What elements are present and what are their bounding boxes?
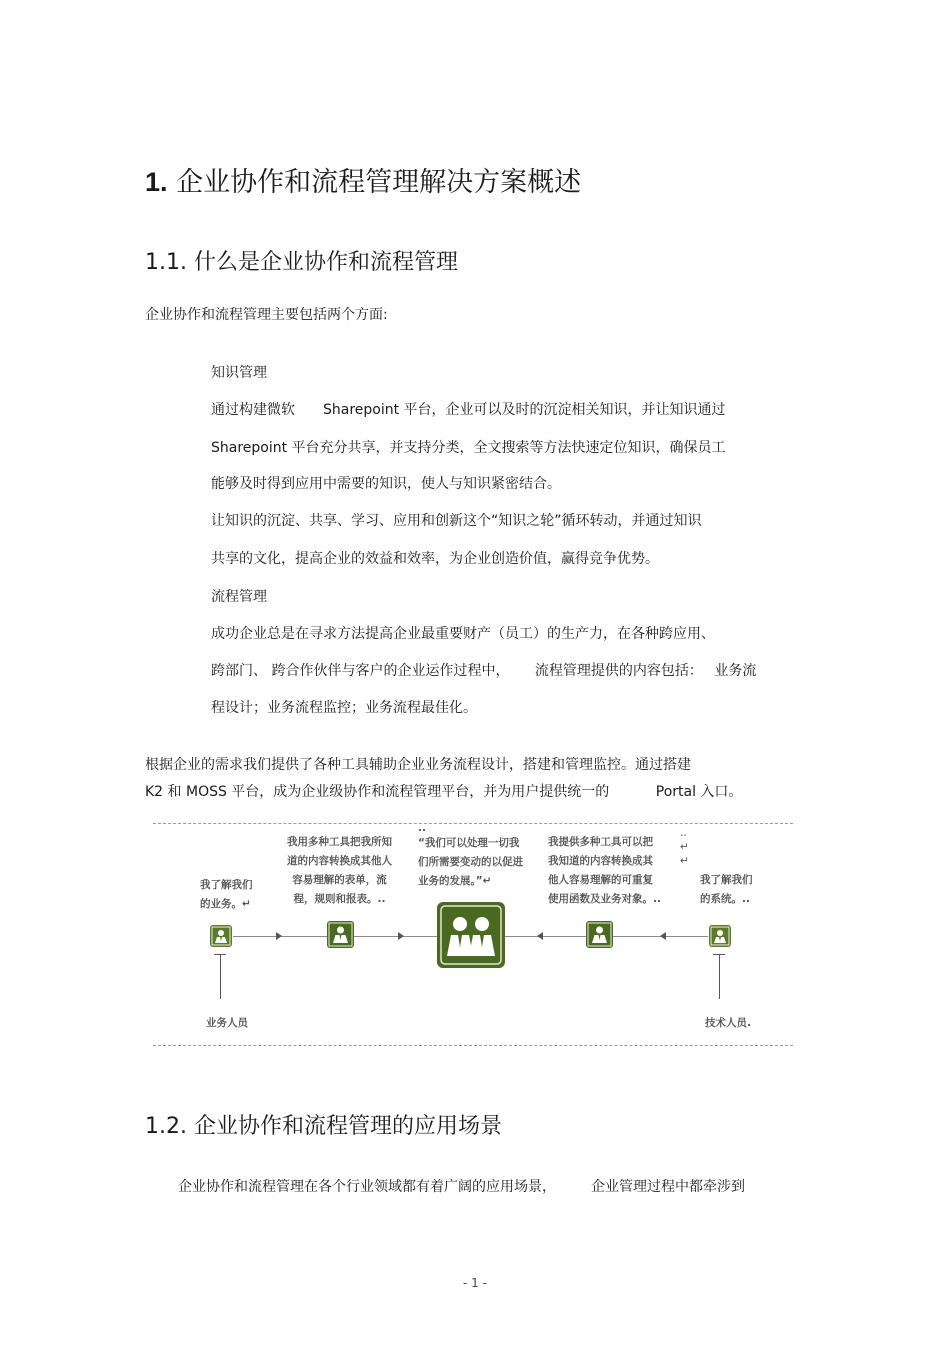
left-stand-line xyxy=(220,954,221,999)
people-icon xyxy=(586,921,613,948)
left-user-text: 我了解我们 的业务。↵ xyxy=(200,879,253,910)
section-1-2-line: 企业协作和流程管理在各个行业领域都有着广阔的应用场景， 企业管理过程中都牵涉到 xyxy=(178,1179,745,1195)
pm-line-1: 成功企业总是在寻求方法提高企业最重要财产（员工）的生产力，在各种跨应用、 xyxy=(211,626,715,642)
km-title: 知识管理 xyxy=(211,365,267,381)
left-role-label: 业务人员 xyxy=(206,1017,248,1029)
arrow-left-1 xyxy=(537,932,543,940)
left-tool-text: 我用多种工具把我所知 道的内容转换成其他人 容易理解的表单，流 程，规则和报表。.. xyxy=(287,836,392,905)
right-tool-text: 我提供多种工具可以把 我知道的内容转换成其 他人容易理解的可重复 使用函数及业务对象。.. xyxy=(548,836,661,905)
right-marks: .. ↵ ↵ xyxy=(680,827,689,867)
pm-line-3: 程设计；业务流程监控；业务流程最佳化。 xyxy=(211,700,477,716)
summary-line-2: K2 和 MOSS 平台，成为企业级协作和流程管理平台，并为用户提供统一的 Portal 入口。 xyxy=(145,784,743,800)
pm-title: 流程管理 xyxy=(211,589,267,605)
person-icon xyxy=(709,925,731,947)
section-intro: 企业协作和流程管理主要包括两个方面: xyxy=(145,307,388,323)
people-icon xyxy=(327,921,354,948)
chapter-title: 企业协作和流程管理解决方案概述 xyxy=(176,167,582,198)
km-line-5: 共享的文化，提高企业的效益和效率，为企业创造价值，赢得竞争优势。 xyxy=(211,551,659,567)
right-user-text: 我了解我们 的系统。.. xyxy=(700,874,753,905)
section-1-1-title: 1.1. 什么是企业协作和流程管理 xyxy=(145,250,458,275)
section-1-2-title: 1.2. 企业协作和流程管理的应用场景 xyxy=(145,1114,502,1139)
person-icon xyxy=(210,925,232,947)
right-role-label: 技术人员. xyxy=(705,1017,751,1029)
chapter-number: 1. xyxy=(145,167,168,197)
km-line-1: 通过构建微软 Sharepoint 平台，企业可以及时的沉淀相关知识，并让知识通过 xyxy=(211,402,726,418)
pm-line-2: 跨部门、 跨合作伙伴与客户的企业运作过程中， 流程管理提供的内容包括： 业务流 xyxy=(211,663,757,679)
arrow-right-1 xyxy=(276,932,282,940)
center-text: .. “我们可以处理一切我 们所需要变动的以促进 业务的发展。”↵ xyxy=(418,822,523,887)
arrow-left-2 xyxy=(660,932,666,940)
arrow-right-2 xyxy=(398,932,404,940)
km-line-2: Sharepoint 平台充分共享，并支持分类，全文搜索等方法快速定位知识，确保员工 xyxy=(211,440,726,456)
summary-line-1: 根据企业的需求我们提供了各种工具辅助企业业务流程设计，搭建和管理监控。通过搭建 xyxy=(145,757,691,773)
group-icon xyxy=(437,902,505,968)
diagram-bottom-divider xyxy=(153,1045,793,1046)
km-line-3: 能够及时得到应用中需要的知识，使人与知识紧密结合。 xyxy=(211,476,561,492)
km-line-4: 让知识的沉淀、共享、学习、应用和创新这个“知识之轮”循环转动，并通过知识 xyxy=(211,513,702,529)
page-number: - 1 - xyxy=(463,1276,487,1290)
right-stand-line xyxy=(719,954,720,999)
chapter-heading xyxy=(145,160,581,199)
